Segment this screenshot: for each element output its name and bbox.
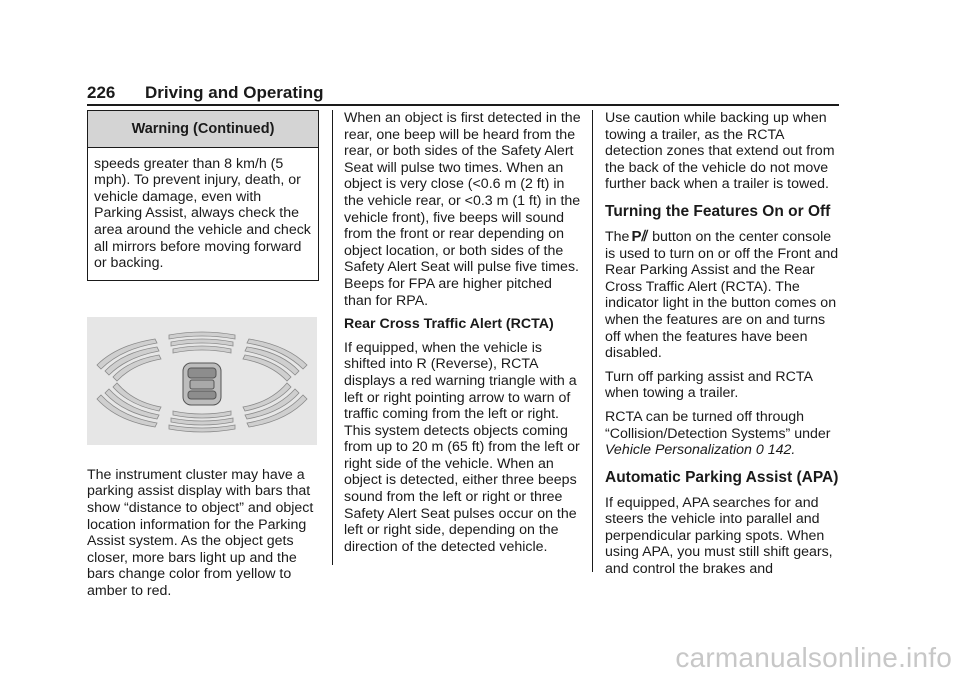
watermark: carmanualsonline.info	[675, 642, 952, 673]
rear-left-bar	[105, 389, 159, 419]
page-header	[87, 83, 839, 105]
column-divider	[332, 110, 333, 565]
warning-title: Warning (Continued)	[88, 111, 318, 148]
rear-bar	[173, 411, 231, 418]
front-bar	[173, 346, 231, 353]
features-on-off-heading: Turning the Features On or Off	[605, 202, 831, 220]
trailer-caution-paragraph: Use caution while backing up when towing a trailer, as the RCTA detection zones that extend out from the back of the vehicle do not move further back when a trailer is towed.	[605, 110, 835, 193]
page-reference: 0 142.	[751, 442, 796, 459]
warning-box	[87, 110, 319, 281]
column-3	[605, 110, 841, 585]
rear-bar	[171, 418, 233, 425]
front-bar	[169, 332, 235, 339]
rear-right-bar	[243, 383, 291, 411]
column-divider	[592, 110, 593, 572]
warning-body: speeds greater than 8 km/h (5 mph). To prevent injury, death, or vehicle damage, even with Parking Assist, always check the area around the vehicle and check all mirrors before moving forward or backing.	[94, 155, 311, 272]
front-right-bar	[247, 339, 307, 369]
button-paragraph-post: button on the center console is used to turn on or off the Front and Rear Parking Assist and the Rear Cross Traffic Alert (RCTA). The indicator light in the button comes on when the features are on and turns off when the features have been disabled.	[605, 228, 839, 362]
apa-heading: Automatic Parking Assist (APA)	[605, 468, 839, 486]
vehicle-icon	[183, 363, 221, 405]
front-left-bar	[97, 339, 157, 369]
parking-assist-button-icon: P⫽	[631, 227, 649, 245]
column-1	[87, 110, 319, 607]
front-bar	[171, 339, 233, 346]
object-detected-paragraph: When an object is first detected in the rear, one beep will be heard from the rear, or both sides of the Safety Alert Seat will pulse two times. When an object is very close (<0.6 m (2 ft) in the vehicle rear, or <0.3 m (1 ft) in the vehicle front), five beeps will sound from the front or rear depending on object location, or both sides of the Safety Alert Seat will pulse five times. Beeps for FPA are higher pitched than for RPA.	[344, 110, 581, 309]
rcta-subheading: Rear Cross Traffic Alert (RCTA)	[344, 316, 554, 333]
rear-left-bar	[113, 383, 161, 411]
parking-assist-figure	[87, 317, 317, 445]
section-title: Driving and Operating	[145, 83, 324, 102]
column-2	[344, 110, 582, 562]
rcta-off-text: RCTA can be turned off through “Collision/Detection Systems” under	[605, 408, 831, 442]
rear-right-bar	[247, 395, 307, 427]
header-rule	[87, 104, 839, 106]
towing-paragraph: Turn off parking assist and RCTA when towing a trailer.	[605, 368, 813, 402]
rear-left-bar	[97, 395, 157, 427]
rear-bar	[169, 425, 235, 432]
page-number: 226	[87, 83, 116, 102]
button-paragraph	[605, 229, 841, 362]
rcta-paragraph: If equipped, when the vehicle is shifted into R (Reverse), RCTA displays a red warning triangle with a left or right pointing arrow to warn of traffic coming from the left or right. This system detects objects coming from up to 20 m (65 ft) from the left or right side of the vehicle. When an object is detected, either three beeps sound from the left or right or three Safety Alert Seat pulses occur on the left or right side, depending on the direction of the detected vehicle.	[344, 339, 580, 555]
rcta-off-paragraph	[605, 409, 841, 459]
rear-right-bar	[245, 389, 299, 419]
vehicle-personalization-link[interactable]: Vehicle Personalization	[605, 442, 752, 459]
apa-paragraph: If equipped, APA searches for and steers the vehicle into parallel and perpendicular parking spots. When using APA, you must still shift gears, and control the brakes and	[605, 494, 833, 578]
parking-assist-diagram	[87, 317, 317, 445]
cluster-display-paragraph: The instrument cluster may have a parking assist display with bars that show “distance to object” and object location information for the Parking Assist system. As the object gets closer, more bars light up and the bars change color from yellow to amber to red.	[87, 466, 314, 599]
button-paragraph-pre: The	[605, 228, 630, 245]
